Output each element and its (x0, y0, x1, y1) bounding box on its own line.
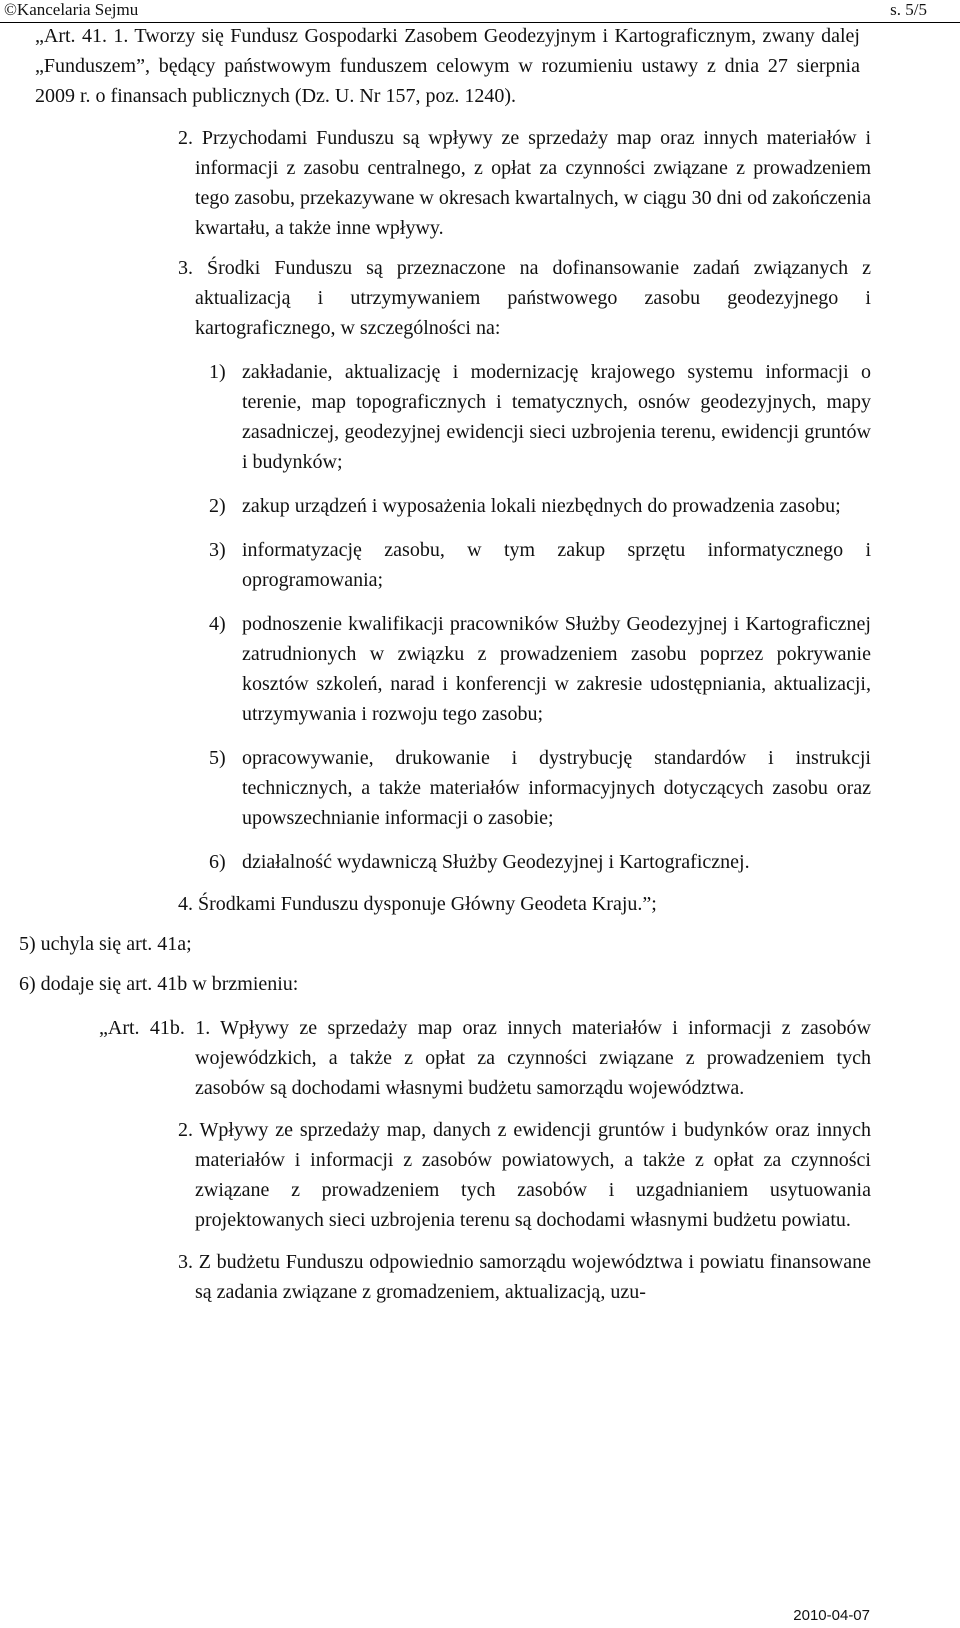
list-item (209, 357, 871, 477)
list-item (209, 743, 871, 833)
amendment-item-6: 6) dodaje się art. 41b w brzmieniu: (19, 973, 299, 995)
article-41b-paragraph-2: 2. Wpływy ze sprzedaży map, danych z ewidencji gruntów i budynków oraz innych materiałów i informacji z zasobów powiatowych, a także z opłat za czynności związane z prowadzeniem tych zasobów i uzgadnianiem usytuowania projektowanych sieci uzbrojenia terenu są dochodami własnymi budżetu powiatu. (178, 1119, 871, 1231)
point-number: 2) (209, 495, 226, 517)
article-41-points-list (209, 357, 871, 877)
point-number: 6) (209, 851, 226, 873)
point-number: 1) (209, 361, 226, 383)
point-text: informatyzację zasobu, w tym zakup sprzętu informatycznego i oprogramowania; (242, 539, 871, 591)
list-item (209, 535, 871, 595)
page-number: s. 5/5 (890, 0, 927, 19)
point-text: opracowywanie, drukowanie i dystrybucję standardów i instrukcji technicznych, a także materiałów informacyjnych dotyczących zasobu oraz upowszechnianie informacji o zasobie; (242, 747, 871, 829)
article-41b-paragraph-1: „Art. 41b. 1. Wpływy ze sprzedaży map oraz innych materiałów i informacji z zasobów wojewódzkich, a także z opłat za czynności związane z prowadzeniem tych zasobów są dochodami własnymi budżetu samorządu województwa. (99, 1017, 871, 1099)
point-text: zakładanie, aktualizację i modernizację krajowego systemu informacji o terenie, map topograficznych i tematycznych, osnów geodezyjnych, mapy zasadniczej, geodezyjnej ewidencji sieci uzbrojenia terenu, ewidencji gruntów i budynków; (242, 361, 871, 473)
publisher-label: ©Kancelaria Sejmu (4, 0, 139, 19)
point-text: podnoszenie kwalifikacji pracowników Służby Geodezyjnej i Kartograficznej zatrudnionych w związku z prowadzeniem zasobu poprzez pokrywanie kosztów szkoleń, narad i konferencji w zakresie udostępniania, aktualizacji, utrzymywania i rozwoju tego zasobu; (242, 613, 871, 725)
list-item (209, 609, 871, 729)
article-41-paragraph-2: 2. Przychodami Funduszu są wpływy ze sprzedaży map oraz innych materiałów i informacji z zasobu centralnego, z opłat za czynności związane z prowadzeniem tego zasobu, przekazywane w okresach kwartalnych, w ciągu 30 dni od zakończenia kwartału, a także inne wpływy. (178, 127, 871, 239)
point-number: 5) (209, 747, 226, 769)
list-item (209, 491, 871, 521)
document-body (0, 21, 960, 1307)
point-number: 4) (209, 613, 226, 635)
article-41-paragraph-3: 3. Środki Funduszu są przeznaczone na dofinansowanie zadań związanych z aktualizacją i utrzymywaniem państwowego zasobu geodezyjnego i kartograficznego, w szczególności na: (178, 257, 871, 339)
article-41b-paragraph-3: 3. Z budżetu Funduszu odpowiednio samorządu województwa i powiatu finansowane są zadania związane z gromadzeniem, aktualizacją, uzu- (178, 1251, 871, 1303)
point-text: zakup urządzeń i wyposażenia lokali niezbędnych do prowadzenia zasobu; (242, 495, 841, 517)
point-number: 3) (209, 539, 226, 561)
point-text: działalność wydawniczą Służby Geodezyjnej i Kartograficznej. (242, 851, 750, 873)
article-41-paragraph-1: „Art. 41. 1. Tworzy się Fundusz Gospodarki Zasobem Geodezyjnym i Kartograficznym, zwany dalej „Funduszem”, będący państwowym funduszem celowym w rozumieniu ustawy z dnia 27 sierpnia 2009 r. o finansach publicznych (Dz. U. Nr 157, poz. 1240). (35, 25, 860, 107)
article-41 (35, 21, 860, 111)
document-date: 2010-04-07 (793, 1607, 870, 1624)
amendment-item-5: 5) uchyla się art. 41a; (19, 933, 192, 955)
article-41-paragraph-4: 4. Środkami Funduszu dysponuje Główny Geodeta Kraju.”; (178, 893, 657, 915)
list-item (209, 847, 871, 877)
